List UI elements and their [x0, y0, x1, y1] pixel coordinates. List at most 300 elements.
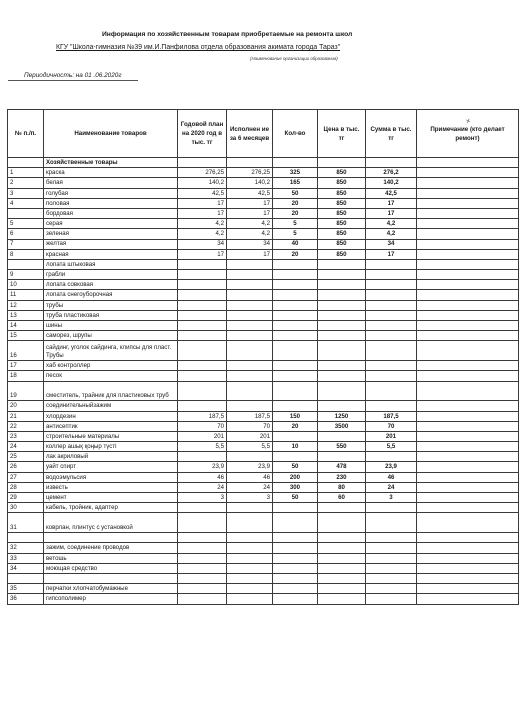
- sum-value: 42,5: [366, 188, 417, 198]
- table-row: [8, 442, 519, 452]
- qty-value: [273, 573, 318, 583]
- item-name: уайт спирт: [44, 462, 178, 472]
- qty-value: [273, 381, 318, 401]
- plan-value: [178, 594, 227, 604]
- done-value: [227, 401, 273, 411]
- row-number: 21: [8, 411, 44, 421]
- plan-value: [178, 321, 227, 331]
- sum-value: 4,2: [366, 229, 417, 239]
- row-number: 6: [8, 229, 44, 239]
- row-number: 27: [8, 472, 44, 482]
- done-value: [227, 584, 273, 594]
- sum-value: [366, 533, 417, 543]
- pen-mark-icon: ✕: [465, 118, 473, 126]
- section-row: [8, 158, 519, 168]
- note-value: [417, 553, 519, 563]
- qty-value: [273, 513, 318, 533]
- table-row: [8, 411, 519, 421]
- price-value: 850: [318, 188, 366, 198]
- plan-value: [178, 341, 227, 361]
- item-name: строительные материалы: [44, 431, 178, 441]
- price-value: [318, 371, 366, 381]
- item-name: шины: [44, 321, 178, 331]
- note-value: [417, 168, 519, 178]
- done-value: 187,5: [227, 411, 273, 421]
- item-name: хаб контроллер: [44, 361, 178, 371]
- row-number: 20: [8, 401, 44, 411]
- price-value: 1250: [318, 411, 366, 421]
- sum-value: [366, 563, 417, 573]
- row-number: 12: [8, 300, 44, 310]
- item-name: коврлан, плинтус с установкой: [44, 513, 178, 533]
- done-value: [227, 290, 273, 300]
- qty-value: 20: [273, 208, 318, 218]
- period-underline: [8, 80, 138, 81]
- note-value: [417, 239, 519, 249]
- row-number: 7: [8, 239, 44, 249]
- sum-value: [366, 401, 417, 411]
- note-value: [417, 341, 519, 361]
- note-value: [417, 472, 519, 482]
- price-value: 850: [318, 168, 366, 178]
- sum-value: 24: [366, 482, 417, 492]
- table-row: [8, 188, 519, 198]
- qty-value: [273, 401, 318, 411]
- item-name: перчатки хлопчатобумажные: [44, 584, 178, 594]
- table-row: [8, 553, 519, 563]
- table-row: [8, 401, 519, 411]
- note-value: [417, 198, 519, 208]
- item-name: зажим, соединение проводов: [44, 543, 178, 553]
- done-value: 24: [227, 482, 273, 492]
- table-row: [8, 310, 519, 320]
- item-name: гипсополимер: [44, 594, 178, 604]
- done-value: [227, 381, 273, 401]
- item-name: песок: [44, 371, 178, 381]
- price-value: [318, 331, 366, 341]
- note-value: [417, 331, 519, 341]
- plan-value: 46: [178, 472, 227, 482]
- item-name: саморез, шрупы: [44, 331, 178, 341]
- col-header-price: Цена в тыс. тг: [318, 110, 366, 158]
- sum-value: 34: [366, 239, 417, 249]
- price-value: 850: [318, 219, 366, 229]
- sum-value: [366, 331, 417, 341]
- note-value: [417, 290, 519, 300]
- plan-value: [178, 452, 227, 462]
- table-cell: [318, 158, 366, 168]
- table-row: [8, 584, 519, 594]
- row-number: 23: [8, 431, 44, 441]
- note-value: [417, 249, 519, 259]
- table-cell: [227, 158, 273, 168]
- note-value: [417, 401, 519, 411]
- price-value: 230: [318, 472, 366, 482]
- note-value: [417, 361, 519, 371]
- done-value: [227, 300, 273, 310]
- done-value: 4,2: [227, 229, 273, 239]
- item-name: лак акриловый: [44, 452, 178, 462]
- row-number: 1: [8, 168, 44, 178]
- plan-value: [178, 543, 227, 553]
- table-row: [8, 178, 519, 188]
- table-row: [8, 290, 519, 300]
- qty-value: [273, 280, 318, 290]
- row-number: [8, 208, 44, 218]
- table-row: [8, 371, 519, 381]
- note-value: [417, 321, 519, 331]
- qty-value: 40: [273, 239, 318, 249]
- done-value: 17: [227, 198, 273, 208]
- sum-value: 5,5: [366, 442, 417, 452]
- plan-value: 187,5: [178, 411, 227, 421]
- price-value: [318, 533, 366, 543]
- qty-value: [273, 321, 318, 331]
- sum-value: [366, 310, 417, 320]
- sum-value: 17: [366, 208, 417, 218]
- qty-value: [273, 270, 318, 280]
- sum-value: [366, 290, 417, 300]
- plan-value: [178, 280, 227, 290]
- price-value: [318, 431, 366, 441]
- item-name: лопата снегоуборочная: [44, 290, 178, 300]
- qty-value: [273, 533, 318, 543]
- done-value: 34: [227, 239, 273, 249]
- plan-value: [178, 371, 227, 381]
- row-number: 15: [8, 331, 44, 341]
- col-header-name: Наименование товаров: [44, 110, 178, 158]
- plan-value: [178, 503, 227, 513]
- row-number: 11: [8, 290, 44, 300]
- note-value: [417, 452, 519, 462]
- qty-value: [273, 310, 318, 320]
- qty-value: 325: [273, 168, 318, 178]
- item-name: коллер ашық қоңыр түсті: [44, 442, 178, 452]
- done-value: [227, 533, 273, 543]
- note-value: [417, 543, 519, 553]
- qty-value: [273, 371, 318, 381]
- qty-value: [273, 594, 318, 604]
- table-cell: [273, 158, 318, 168]
- row-number: 30: [8, 503, 44, 513]
- plan-value: [178, 270, 227, 280]
- done-value: 70: [227, 421, 273, 431]
- qty-value: 50: [273, 493, 318, 503]
- note-value: [417, 594, 519, 604]
- table-row: [8, 280, 519, 290]
- item-name: красная: [44, 249, 178, 259]
- plan-value: 5,5: [178, 442, 227, 452]
- sum-value: [366, 280, 417, 290]
- qty-value: [273, 341, 318, 361]
- plan-value: [178, 533, 227, 543]
- section-number-cell: [8, 158, 44, 168]
- table-row: [8, 300, 519, 310]
- done-value: [227, 503, 273, 513]
- row-number: 22: [8, 421, 44, 431]
- item-name: моющая средство: [44, 563, 178, 573]
- done-value: [227, 543, 273, 553]
- col-header-number: № п./п.: [8, 110, 44, 158]
- qty-value: 200: [273, 472, 318, 482]
- row-number: 19: [8, 381, 44, 401]
- sum-value: 70: [366, 421, 417, 431]
- row-number: 35: [8, 584, 44, 594]
- item-name: голубая: [44, 188, 178, 198]
- price-value: 850: [318, 178, 366, 188]
- done-value: 46: [227, 472, 273, 482]
- price-value: [318, 401, 366, 411]
- row-number: [8, 573, 44, 583]
- qty-value: [273, 503, 318, 513]
- sum-value: [366, 341, 417, 361]
- col-header-sum: Сумма в тыс. тг: [366, 110, 417, 158]
- table-row: [8, 452, 519, 462]
- note-value: [417, 533, 519, 543]
- table-row: [8, 331, 519, 341]
- note-value: [417, 188, 519, 198]
- price-value: [318, 381, 366, 401]
- sum-value: [366, 371, 417, 381]
- price-value: [318, 270, 366, 280]
- note-value: [417, 462, 519, 472]
- note-value: [417, 310, 519, 320]
- table-row: [8, 229, 519, 239]
- plan-value: [178, 310, 227, 320]
- row-number: 33: [8, 553, 44, 563]
- done-value: 17: [227, 249, 273, 259]
- table-row: [8, 533, 519, 543]
- table-row: [8, 543, 519, 553]
- plan-value: [178, 290, 227, 300]
- table-row: [8, 239, 519, 249]
- qty-value: [273, 431, 318, 441]
- section-label: Хозяйственные товары: [44, 158, 178, 168]
- qty-value: 20: [273, 249, 318, 259]
- item-name: [44, 573, 178, 583]
- sum-value: [366, 573, 417, 583]
- done-value: [227, 341, 273, 361]
- sum-value: 140,2: [366, 178, 417, 188]
- row-number: 13: [8, 310, 44, 320]
- qty-value: [273, 543, 318, 553]
- table-row: [8, 361, 519, 371]
- item-name: [44, 533, 178, 543]
- table-row: [8, 219, 519, 229]
- sum-value: [366, 594, 417, 604]
- price-value: 3500: [318, 421, 366, 431]
- sum-value: [366, 503, 417, 513]
- note-value: [417, 584, 519, 594]
- item-name: серая: [44, 219, 178, 229]
- done-value: [227, 452, 273, 462]
- done-value: 4,2: [227, 219, 273, 229]
- table-row: [8, 472, 519, 482]
- table-cell: [178, 158, 227, 168]
- row-number: 16: [8, 341, 44, 361]
- qty-value: 165: [273, 178, 318, 188]
- done-value: [227, 553, 273, 563]
- table-row: [8, 482, 519, 492]
- sum-value: [366, 584, 417, 594]
- qty-value: [273, 452, 318, 462]
- row-number: 9: [8, 270, 44, 280]
- price-value: [318, 452, 366, 462]
- done-value: 23,9: [227, 462, 273, 472]
- table-row: [8, 421, 519, 431]
- done-value: [227, 361, 273, 371]
- row-number: 5: [8, 219, 44, 229]
- plan-value: [178, 361, 227, 371]
- table-row: [8, 341, 519, 361]
- done-value: [227, 563, 273, 573]
- qty-value: [273, 584, 318, 594]
- item-name: половая: [44, 198, 178, 208]
- item-name: грабли: [44, 270, 178, 280]
- price-value: [318, 259, 366, 269]
- plan-value: [178, 553, 227, 563]
- plan-value: [178, 259, 227, 269]
- col-header-qty: Кол-во: [273, 110, 318, 158]
- item-name: желтая: [44, 239, 178, 249]
- done-value: 3: [227, 493, 273, 503]
- plan-value: 23,9: [178, 462, 227, 472]
- note-value: [417, 482, 519, 492]
- item-name: хлордезин: [44, 411, 178, 421]
- table-row: [8, 208, 519, 218]
- note-value: [417, 563, 519, 573]
- col-header-note: Примечание (кто делает ремонт): [417, 110, 519, 158]
- table-row: [8, 563, 519, 573]
- sum-value: 46: [366, 472, 417, 482]
- qty-value: 50: [273, 188, 318, 198]
- price-value: [318, 573, 366, 583]
- row-number: 34: [8, 563, 44, 573]
- price-value: 850: [318, 249, 366, 259]
- organization-name: КГУ "Школа-гимназия №39 им.И.Панфилова отдела образования акимата города Тараз": [56, 44, 341, 51]
- note-value: [417, 442, 519, 452]
- price-value: [318, 584, 366, 594]
- plan-value: 140,2: [178, 178, 227, 188]
- done-value: [227, 573, 273, 583]
- done-value: [227, 321, 273, 331]
- note-value: [417, 270, 519, 280]
- sum-value: [366, 259, 417, 269]
- row-number: 4: [8, 198, 44, 208]
- sum-value: [366, 513, 417, 533]
- row-number: 17: [8, 361, 44, 371]
- item-name: бордовая: [44, 208, 178, 218]
- plan-value: [178, 300, 227, 310]
- price-value: [318, 310, 366, 320]
- sum-value: 3: [366, 493, 417, 503]
- table-row: [8, 198, 519, 208]
- price-value: 80: [318, 482, 366, 492]
- plan-value: 34: [178, 239, 227, 249]
- price-value: [318, 361, 366, 371]
- qty-value: 10: [273, 442, 318, 452]
- sum-value: [366, 270, 417, 280]
- sum-value: 23,9: [366, 462, 417, 472]
- sum-value: [366, 543, 417, 553]
- qty-value: [273, 553, 318, 563]
- done-value: 276,25: [227, 168, 273, 178]
- plan-value: [178, 381, 227, 401]
- row-number: [8, 259, 44, 269]
- table-row: [8, 503, 519, 513]
- table-row: [8, 513, 519, 533]
- item-name: ветошь: [44, 553, 178, 563]
- qty-value: [273, 259, 318, 269]
- qty-value: 5: [273, 229, 318, 239]
- row-number: 29: [8, 493, 44, 503]
- row-number: 32: [8, 543, 44, 553]
- row-number: 26: [8, 462, 44, 472]
- price-value: [318, 321, 366, 331]
- item-name: сайдинг, уголок сайдинга, клипсы для пласт. Трубы: [44, 341, 178, 361]
- plan-value: [178, 573, 227, 583]
- row-number: 14: [8, 321, 44, 331]
- row-number: 24: [8, 442, 44, 452]
- price-value: 478: [318, 462, 366, 472]
- qty-value: [273, 290, 318, 300]
- done-value: [227, 371, 273, 381]
- price-value: 850: [318, 198, 366, 208]
- item-name: лопата совковая: [44, 280, 178, 290]
- qty-value: 20: [273, 198, 318, 208]
- plan-value: [178, 563, 227, 573]
- done-value: [227, 513, 273, 533]
- row-number: 3: [8, 188, 44, 198]
- sum-value: 17: [366, 249, 417, 259]
- item-name: краска: [44, 168, 178, 178]
- done-value: [227, 594, 273, 604]
- plan-value: 4,2: [178, 229, 227, 239]
- table-cell: [366, 158, 417, 168]
- row-number: 28: [8, 482, 44, 492]
- item-name: белая: [44, 178, 178, 188]
- note-value: [417, 259, 519, 269]
- table-header-row: [8, 110, 519, 158]
- note-value: [417, 229, 519, 239]
- col-header-done: Исполнен ие за 6 месяцев: [227, 110, 273, 158]
- plan-value: [178, 584, 227, 594]
- item-name: водоэмульсия: [44, 472, 178, 482]
- qty-value: 50: [273, 462, 318, 472]
- plan-value: 276,25: [178, 168, 227, 178]
- sum-value: 201: [366, 431, 417, 441]
- qty-value: 5: [273, 219, 318, 229]
- note-value: [417, 513, 519, 533]
- table-row: [8, 573, 519, 583]
- price-value: [318, 553, 366, 563]
- plan-value: [178, 513, 227, 533]
- table-row: [8, 594, 519, 604]
- note-value: [417, 219, 519, 229]
- row-number: 8: [8, 249, 44, 259]
- sum-value: 187,5: [366, 411, 417, 421]
- table-row: [8, 259, 519, 269]
- price-value: [318, 503, 366, 513]
- document-title: Информация по хозяйственным товарам приобретаемые на ремонта школ: [102, 31, 353, 38]
- sum-value: [366, 452, 417, 462]
- item-name: соединительныйзажим: [44, 401, 178, 411]
- price-value: [318, 513, 366, 533]
- item-name: трубы: [44, 300, 178, 310]
- item-name: зеленая: [44, 229, 178, 239]
- table-row: [8, 493, 519, 503]
- organization-caption: (Наименование организации образования): [250, 56, 338, 61]
